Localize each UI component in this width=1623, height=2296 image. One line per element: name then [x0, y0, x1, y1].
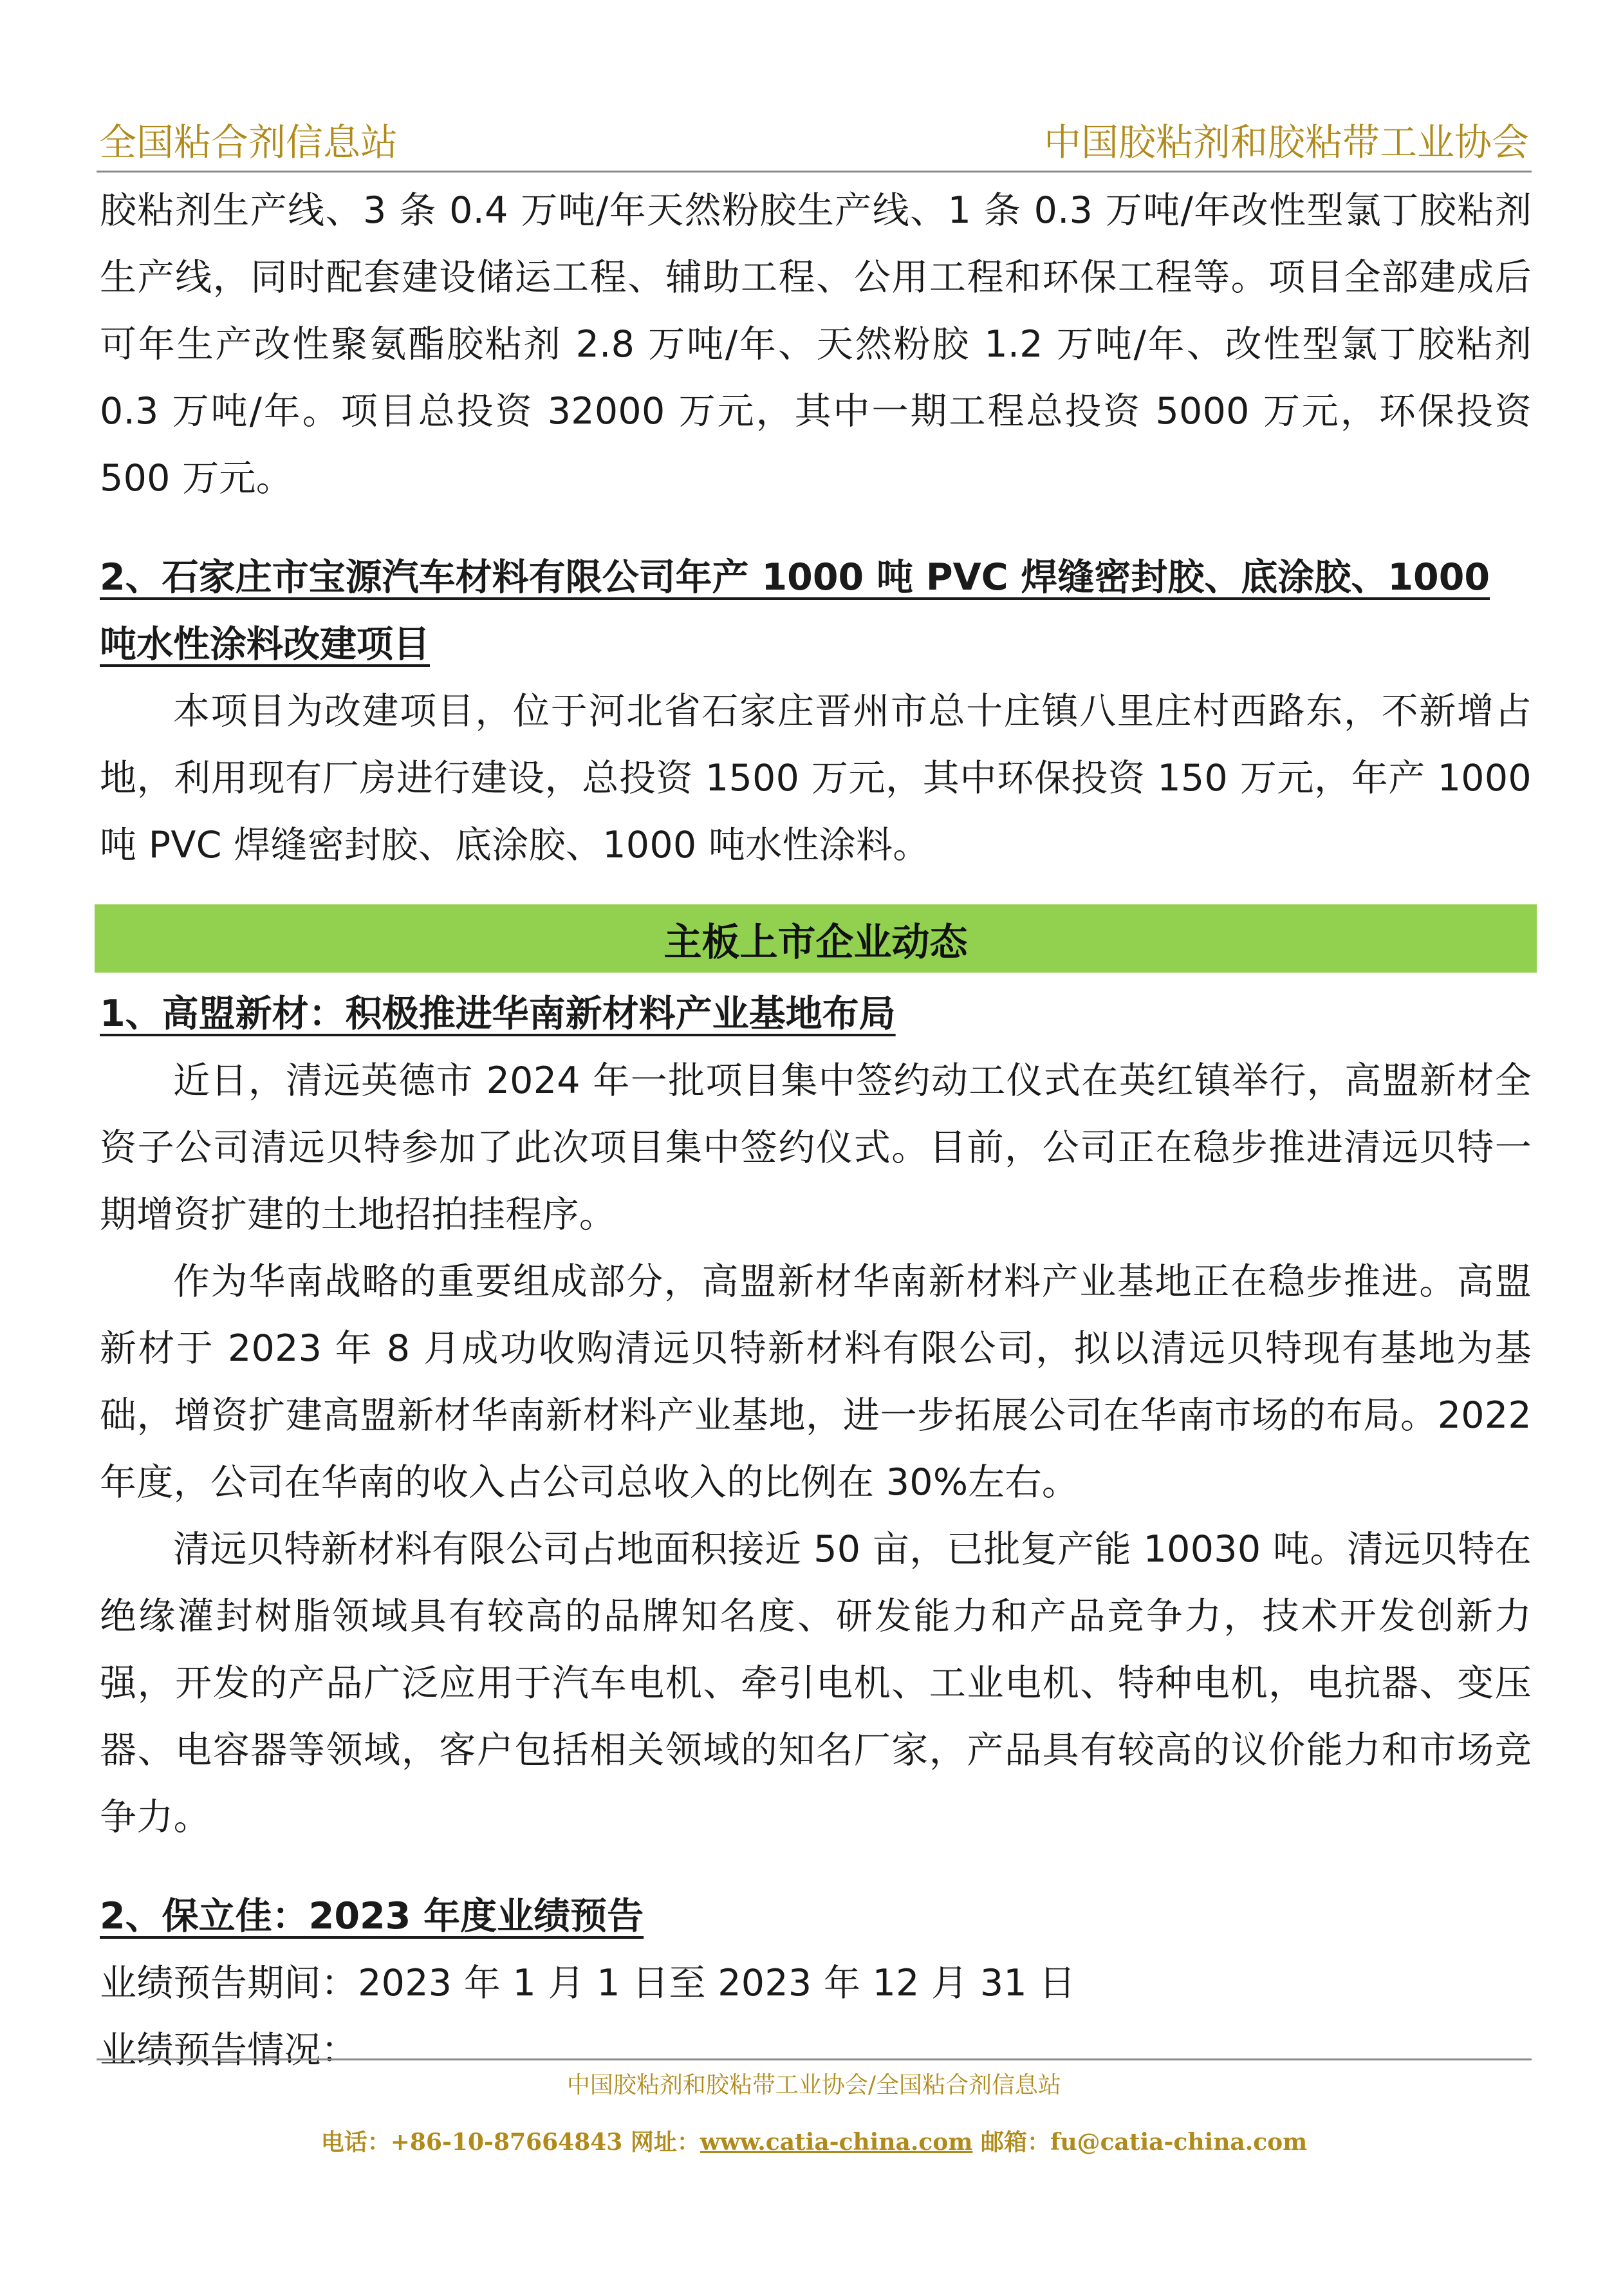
intro-paragraph: 胶粘剂生产线、3 条 0.4 万吨/年天然粉胶生产线、1 条 0.3 万吨/年改性型氯丁胶粘剂生产线，同时配套建设储运工程、辅助工程、公用工程和环保工程等。项目全部建成后可年生产改性聚氨酯胶粘剂 2.8 万吨/年、天然粉胶 1.2 万吨/年、改性型氯丁胶粘剂 0.3 万吨/年。项目总投资 32000 万元，其中一期工程总投资 5000 万元，环保投资 500 万元。 — [100, 189, 1532, 499]
spacer — [100, 1851, 1532, 1883]
footer-email: 邮箱：fu@catia-china.com — [972, 2129, 1308, 2156]
news1-paragraph-3: 清远贝特新材料有限公司占地面积接近 50 亩，已批复产能 10030 吨。清远贝特在绝缘灌封树脂领域具有较高的品牌知名度、研发能力和产品竞争力，技术开发创新力强，开发的产品广泛应用于汽车电机、牵引电机、工业电机、特种电机，电抗器、变压器、电容器等领域，客户包括相关领域的知名厂家，产品具有较高的议价能力和市场竞争力。 — [100, 1528, 1532, 1838]
spacer — [100, 512, 1532, 544]
footer-contact — [97, 2126, 1532, 2158]
footer-website-link[interactable]: www.catia-china.com — [700, 2129, 973, 2156]
news2-period: 业绩预告期间：2023 年 1 月 1 日至 2023 年 12 月 31 日 — [100, 1962, 1076, 2004]
footer-phone: 电话：+86-10-87664843 网址： — [320, 2129, 700, 2156]
section-banner: 主板上市企业动态 — [95, 904, 1537, 973]
project2-title: 2、石家庄市宝源汽车材料有限公司年产 1000 吨 PVC 焊缝密封胶、底涂胶、1000 吨水性涂料改建项目 — [100, 556, 1490, 666]
project2-paragraph: 本项目为改建项目，位于河北省石家庄晋州市总十庄镇八里庄村西路东，不新增占地，利用现有厂房进行建设，总投资 1500 万元，其中环保投资 150 万元，年产 1000 吨 PVC 焊缝密封胶、底涂胶、1000 吨水性涂料。 — [100, 690, 1532, 866]
news1-title: 1、高盟新材：积极推进华南新材料产业基地布局 — [100, 993, 896, 1035]
header-site-name: 全国粘合剂信息站 — [99, 120, 398, 164]
footer-organization: 中国胶粘剂和胶粘带工业协会/全国粘合剂信息站 — [566, 2072, 1062, 2098]
news1-paragraph-2: 作为华南战略的重要组成部分，高盟新材华南新材料产业基地正在稳步推进。高盟新材于 2023 年 8 月成功收购清远贝特新材料有限公司，拟以清远贝特现有基地为基础，增资扩建高盟新材华南新材料产业基地，进一步拓展公司在华南市场的布局。2022 年度，公司在华南的收入占公司总收入的比例在 30%左右。 — [100, 1260, 1532, 1504]
news2-title: 2、保立佳：2023 年度业绩预告 — [100, 1895, 644, 1937]
page-content — [100, 177, 1532, 2084]
page-header — [97, 119, 1532, 173]
news1-paragraph-1: 近日，清远英德市 2024 年一批项目集中签约动工仪式在英红镇举行，高盟新材全资子公司清远贝特参加了此次项目集中签约仪式。目前，公司正在稳步推进清远贝特一期增资扩建的土地招拍挂程序。 — [100, 1059, 1532, 1236]
page-footer — [97, 2058, 1532, 2158]
news2-status: 业绩预告情况： — [100, 2029, 358, 2071]
header-association-name: 中国胶粘剂和胶粘带工业协会 — [1043, 120, 1529, 164]
